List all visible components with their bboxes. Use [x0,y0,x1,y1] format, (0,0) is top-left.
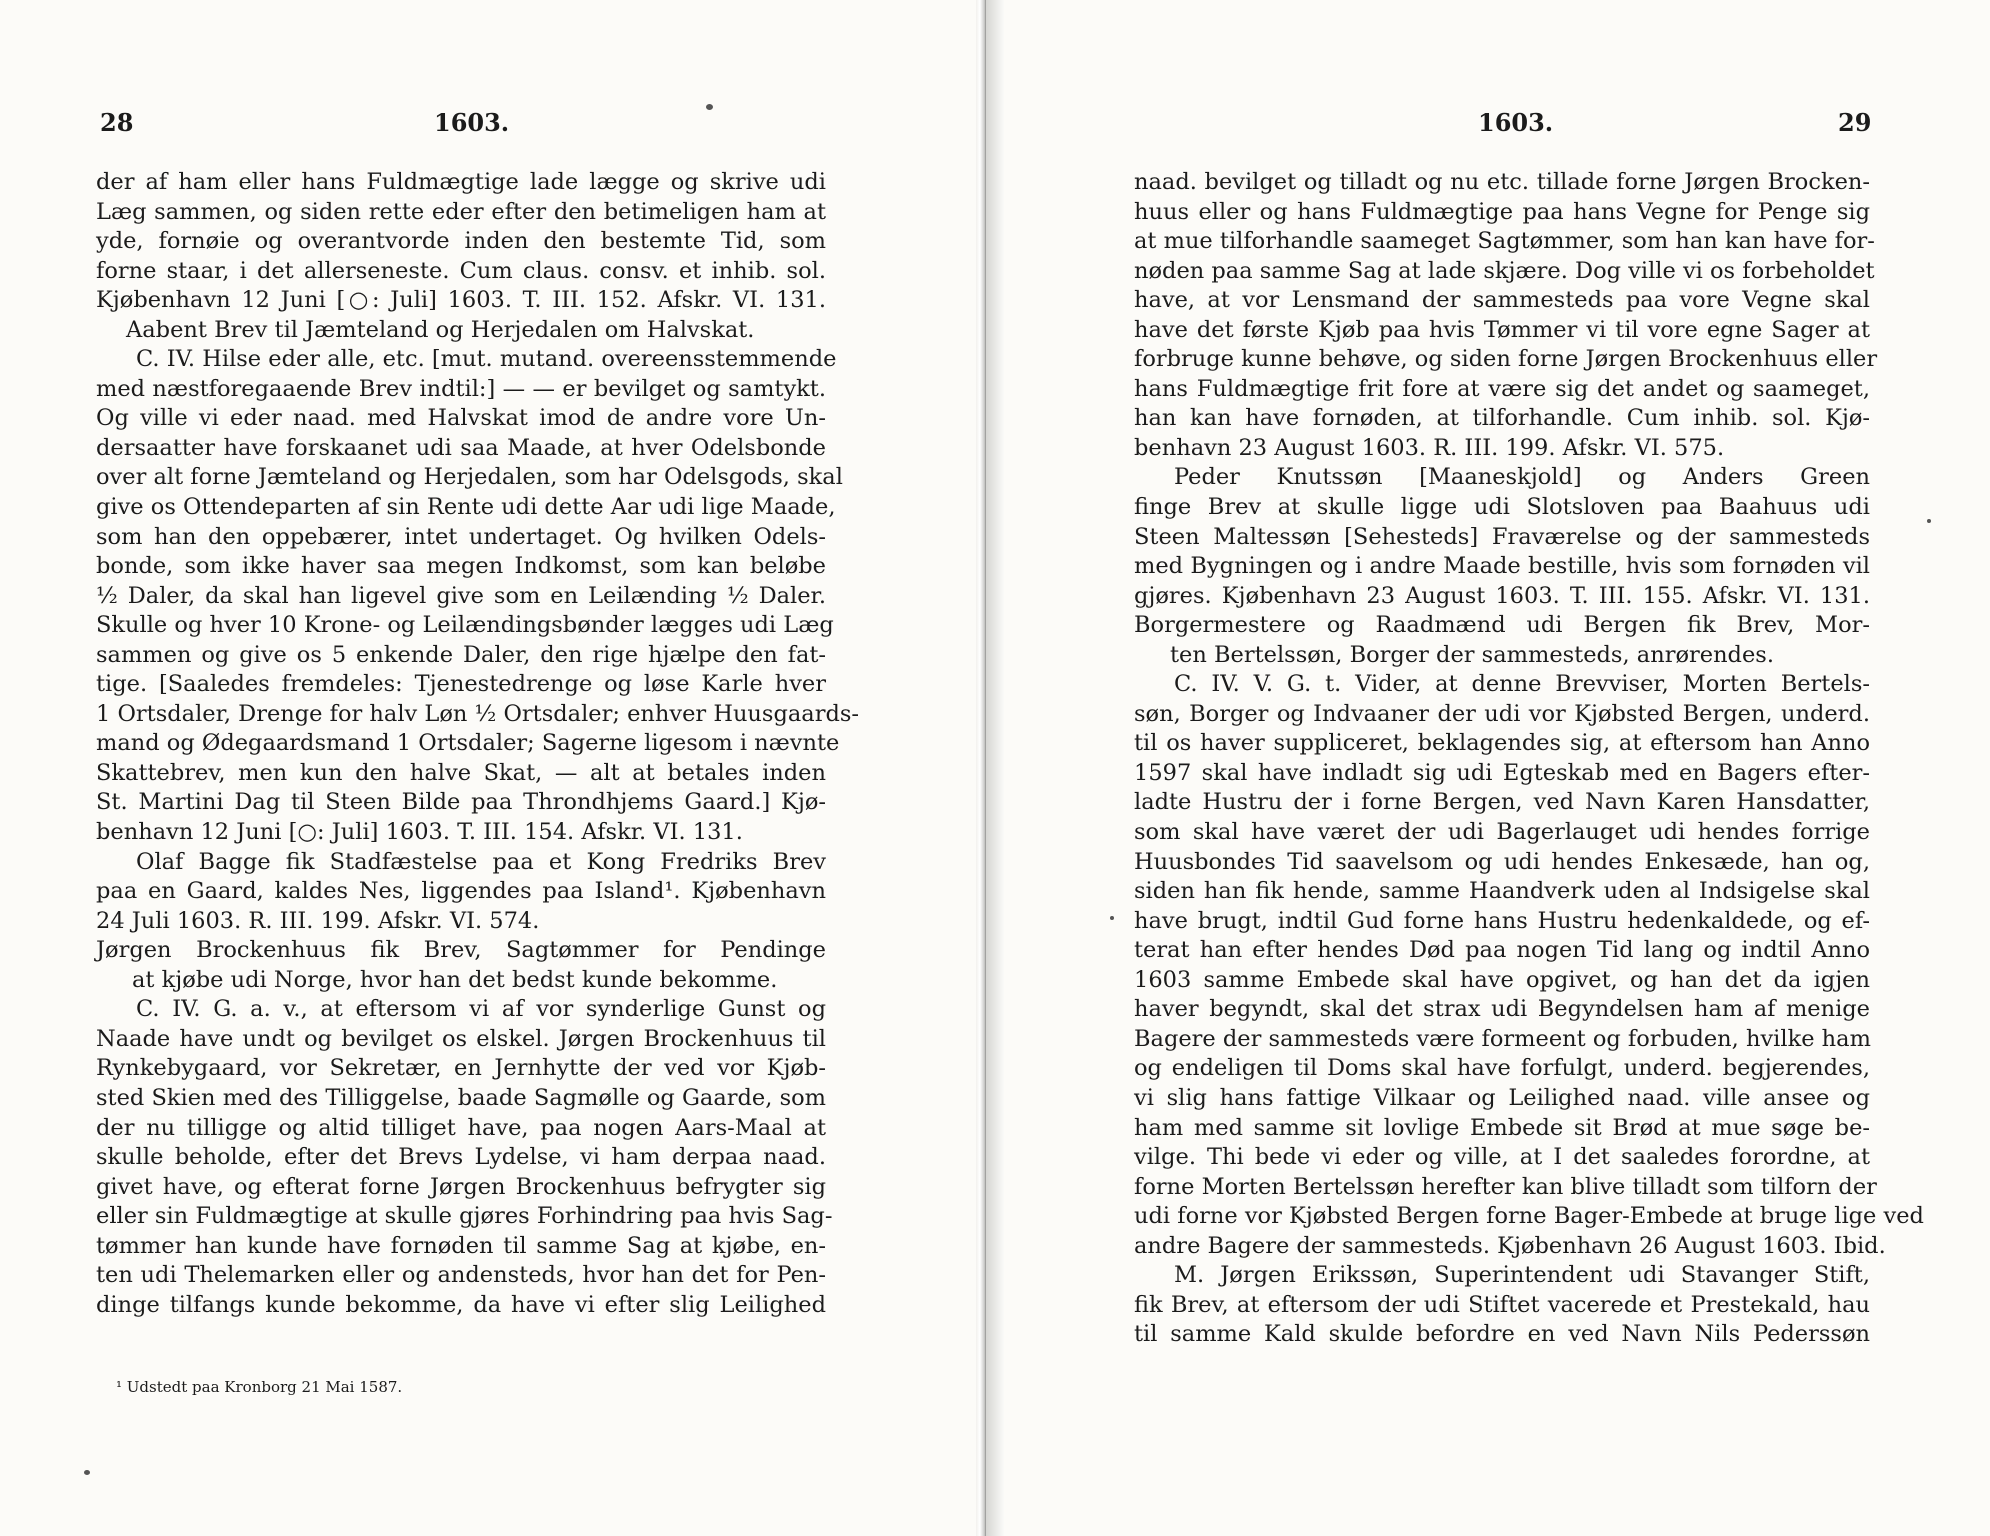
text-line: med Bygningen og i andre Maade bestille, hvis som fornøden vil [1134,553,1870,580]
text-line: St. Martini Dag til Steen Bilde paa Throndhjems Gaard.] Kjø- [96,789,826,816]
text-line: dersaatter have forskaanet udi saa Maade, at hver Odelsbonde [96,434,826,461]
text-line: vi slig hans fattige Vilkaar og Leilighed naad. ville ansee og [1134,1084,1870,1111]
section-heading: Aabent Brev til Jæmteland og Herjedalen om Halvskat. [126,316,755,343]
text-line: 1597 skal have indladt sig udi Egteskab med en Bagers efter- [1134,759,1870,786]
text-line: benhavn 23 August 1603. R. III. 199. Afskr. VI. 575. [1134,434,1725,461]
text-line: bonde, som ikke haver saa megen Indkomst, som kan beløbe [96,553,826,580]
text-line: skulle beholde, efter det Brevs Lydelse, vi ham derpaa naad. [96,1144,826,1171]
text-line: sted Skien med des Tilliggelse, baade Sagmølle og Gaarde, som [96,1084,826,1111]
text-line: ten udi Thelemarken eller og andensteds, hvor han det for Pen- [96,1262,826,1289]
page-number: 29 [1838,108,1872,137]
section-heading: Borgermestere og Raadmænd udi Bergen fik Brev, Mor- [1134,612,1870,639]
paper-speck [1927,519,1931,523]
text-line: gjøres. Kjøbenhavn 23 August 1603. T. III. 155. Afskr. VI. 131. [1134,582,1870,609]
text-line: og endeligen til Doms skal have forfulgt, underd. begjerendes, [1134,1055,1870,1082]
book-gutter [976,0,986,1536]
text-line: siden han fik hende, samme Haandverk uden al Indsigelse skal [1134,878,1870,905]
text-line: Kjøbenhavn 12 Juni [○: Juli] 1603. T. III. 152. Afskr. VI. 131. [96,287,826,314]
running-head: 1603. [1478,108,1554,137]
text-line: forbruge kunne behøve, og siden forne Jørgen Brockenhuus eller [1134,346,1878,373]
page-body [1134,168,1924,1350]
text-line: have, at vor Lensmand der sammesteds paa vore Vegne skal [1134,287,1870,314]
text-line: benhavn 12 Juni [○: Juli] 1603. T. III. 154. Afskr. VI. 131. [96,819,743,846]
text-line: over alt forne Jæmteland og Herjedalen, som har Odelsgods, skal [96,464,843,491]
text-line: 24 Juli 1603. R. III. 199. Afskr. VI. 574. [96,907,540,934]
text-line: Huusbondes Tid saavelsom og udi hendes Enkesæde, han og, [1134,848,1870,875]
text-line: paa en Gaard, kaldes Nes, liggendes paa Island¹. Kjøbenhavn [96,878,826,905]
text-line: Naade have undt og bevilget os elskel. Jørgen Brockenhuus til [96,1025,826,1052]
text-line: Steen Maltessøn [Sehesteds] Fraværelse og der sammesteds [1134,523,1870,550]
text-line: Skulle og hver 10 Krone- og Leilændingsbønder lægges udi Læg [96,612,834,639]
page-body [96,168,860,1320]
text-line: der af ham eller hans Fuldmægtige lade lægge og skrive udi [96,169,826,195]
section-heading: at kjøbe udi Norge, hvor han det bedst kunde bekomme. [132,966,778,993]
text-line: huus eller og hans Fuldmægtige paa hans Vegne for Penge sig [1134,198,1870,225]
paper-speck [1110,916,1114,920]
text-line: naad. bevilget og tilladt og nu etc. tillade forne Jørgen Brocken- [1134,169,1870,195]
text-line: finge Brev at skulle ligge udi Slotsloven paa Baahuus udi [1134,494,1870,521]
text-line: 1603 samme Embede skal have opgivet, og han det da igjen [1134,966,1870,993]
text-line: Læg sammen, og siden rette eder efter den betimeligen ham at [96,198,826,225]
text-line: ladte Hustru der i forne Bergen, ved Navn Karen Hansdatter, [1134,789,1870,816]
text-line: forne Morten Bertelssøn herefter kan blive tilladt som tilforn der [1134,1173,1877,1200]
text-line: vilge. Thi bede vi eder og ville, at I det saaledes forordne, at [1134,1144,1870,1171]
gutter-shadow [986,0,1004,1536]
text-line: ham med samme sit lovlige Embede sit Brød at mue søge be- [1134,1114,1870,1141]
text-line: til os haver suppliceret, beklagendes sig, at eftersom han Anno [1134,730,1870,757]
text-line: givet have, og efterat forne Jørgen Brockenhuus befrygter sig [96,1173,826,1200]
text-line: som skal have været der udi Bagerlauget udi hendes forrige [1134,819,1870,846]
text-line: have det første Kjøb paa hvis Tømmer vi til vore egne Sager at [1134,316,1870,343]
text-line: med næstforegaaende Brev indtil:] — — er bevilget og samtykt. [96,375,826,402]
text-line: hans Fuldmægtige frit fore at være sig det andet og saameget, [1134,375,1870,402]
text-line: haver begyndt, skal det strax udi Begyndelsen ham af menige [1134,996,1870,1023]
text-line: yde, fornøie og overantvorde inden den bestemte Tid, som [96,228,826,255]
page-number: 28 [100,108,134,137]
paper-speck [84,1470,90,1475]
text-line: Peder Knutssøn [Maaneskjold] og Anders Green [1174,464,1870,491]
text-line: 1 Ortsdaler, Drenge for halv Løn ½ Ortsdaler; enhver Huusgaards- [96,700,860,727]
text-line: fik Brev, at eftersom der udi Stiftet vacerede et Prestekald, hau [1134,1291,1870,1318]
text-line: C. IV. V. G. t. Vider, at denne Brevviser, Morten Bertels- [1174,671,1870,698]
text-line: at mue tilforhandle saameget Sagtømmer, som han kan have for- [1134,228,1875,255]
text-line: udi forne vor Kjøbsted Bergen forne Bager-Embede at bruge lige ved [1134,1203,1924,1230]
text-line: tige. [Saaledes fremdeles: Tjenestedrenge og løse Karle hver [96,671,826,698]
text-line: søn, Borger og Indvaaner der udi vor Kjøbsted Bergen, underd. [1134,700,1870,727]
text-line: Rynkebygaard, vor Sekretær, en Jernhytte der ved vor Kjøb- [96,1055,826,1082]
text-line: tømmer han kunde have fornøden til samme Sag at kjøbe, en- [96,1232,826,1259]
text-line: Og ville vi eder naad. med Halvskat imod de andre vore Un- [96,405,826,432]
text-line: til samme Kald skulde befordre en ved Navn Nils Pederssøn [1134,1321,1870,1348]
section-heading: ten Bertelssøn, Borger der sammesteds, anrørendes. [1170,641,1774,668]
text-line: give os Ottendeparten af sin Rente udi dette Aar udi lige Maade, [96,494,836,521]
text-line: der nu tilligge og altid tilliget have, paa nogen Aars-Maal at [96,1114,826,1141]
text-line: C. IV. G. a. v., at eftersom vi af vor synderlige Gunst og [136,996,826,1023]
text-line: eller sin Fuldmægtige at skulle gjøres Forhindring paa hvis Sag- [96,1203,833,1230]
text-line: Skattebrev, men kun den halve Skat, — alt at betales inden [96,759,826,786]
text-line: terat han efter hendes Død paa nogen Tid lang og indtil Anno [1134,937,1870,964]
text-line: forne staar, i det allerseneste. Cum claus. consv. et inhib. sol. [96,257,826,284]
text-line: have brugt, indtil Gud forne hans Hustru hedenkaldede, og ef- [1134,907,1870,934]
text-line: som han den oppebærer, intet undertaget. Og hvilken Odels- [96,523,826,550]
paper-speck [706,104,713,110]
text-line: sammen og give os 5 enkende Daler, den rige hjælpe den fat- [96,641,826,668]
text-line: ½ Daler, da skal han ligevel give som en Leilænding ½ Daler. [96,582,826,609]
text-line: dinge tilfangs kunde bekomme, da have vi efter slig Leilighed [96,1291,826,1318]
text-line: C. IV. Hilse eder alle, etc. [mut. mutand. overeensstemmende [136,346,837,373]
footnote: ¹ Udstedt paa Kronborg 21 Mai 1587. [116,1378,403,1396]
text-line: Bagere der sammesteds være formeent og forbuden, hvilke ham [1134,1025,1871,1052]
right-page [1004,0,1990,1536]
section-heading: Jørgen Brockenhuus fik Brev, Sagtømmer for Pendinge [96,937,826,964]
text-line: mand og Ødegaardsmand 1 Ortsdaler; Sagerne ligesom i nævnte [96,730,840,757]
running-head: 1603. [434,108,510,137]
text-line: Olaf Bagge fik Stadfæstelse paa et Kong Fredriks Brev [136,848,826,875]
text-line: andre Bagere der sammesteds. Kjøbenhavn 26 August 1603. Ibid. [1134,1232,1886,1259]
text-line: han kan have fornøden, at tilforhandle. Cum inhib. sol. Kjø- [1134,405,1870,432]
text-line: nøden paa samme Sag at lade skjære. Dog ville vi os forbeholdet [1134,257,1875,284]
left-page [0,0,976,1536]
text-line: M. Jørgen Erikssøn, Superintendent udi Stavanger Stift, [1174,1262,1870,1289]
